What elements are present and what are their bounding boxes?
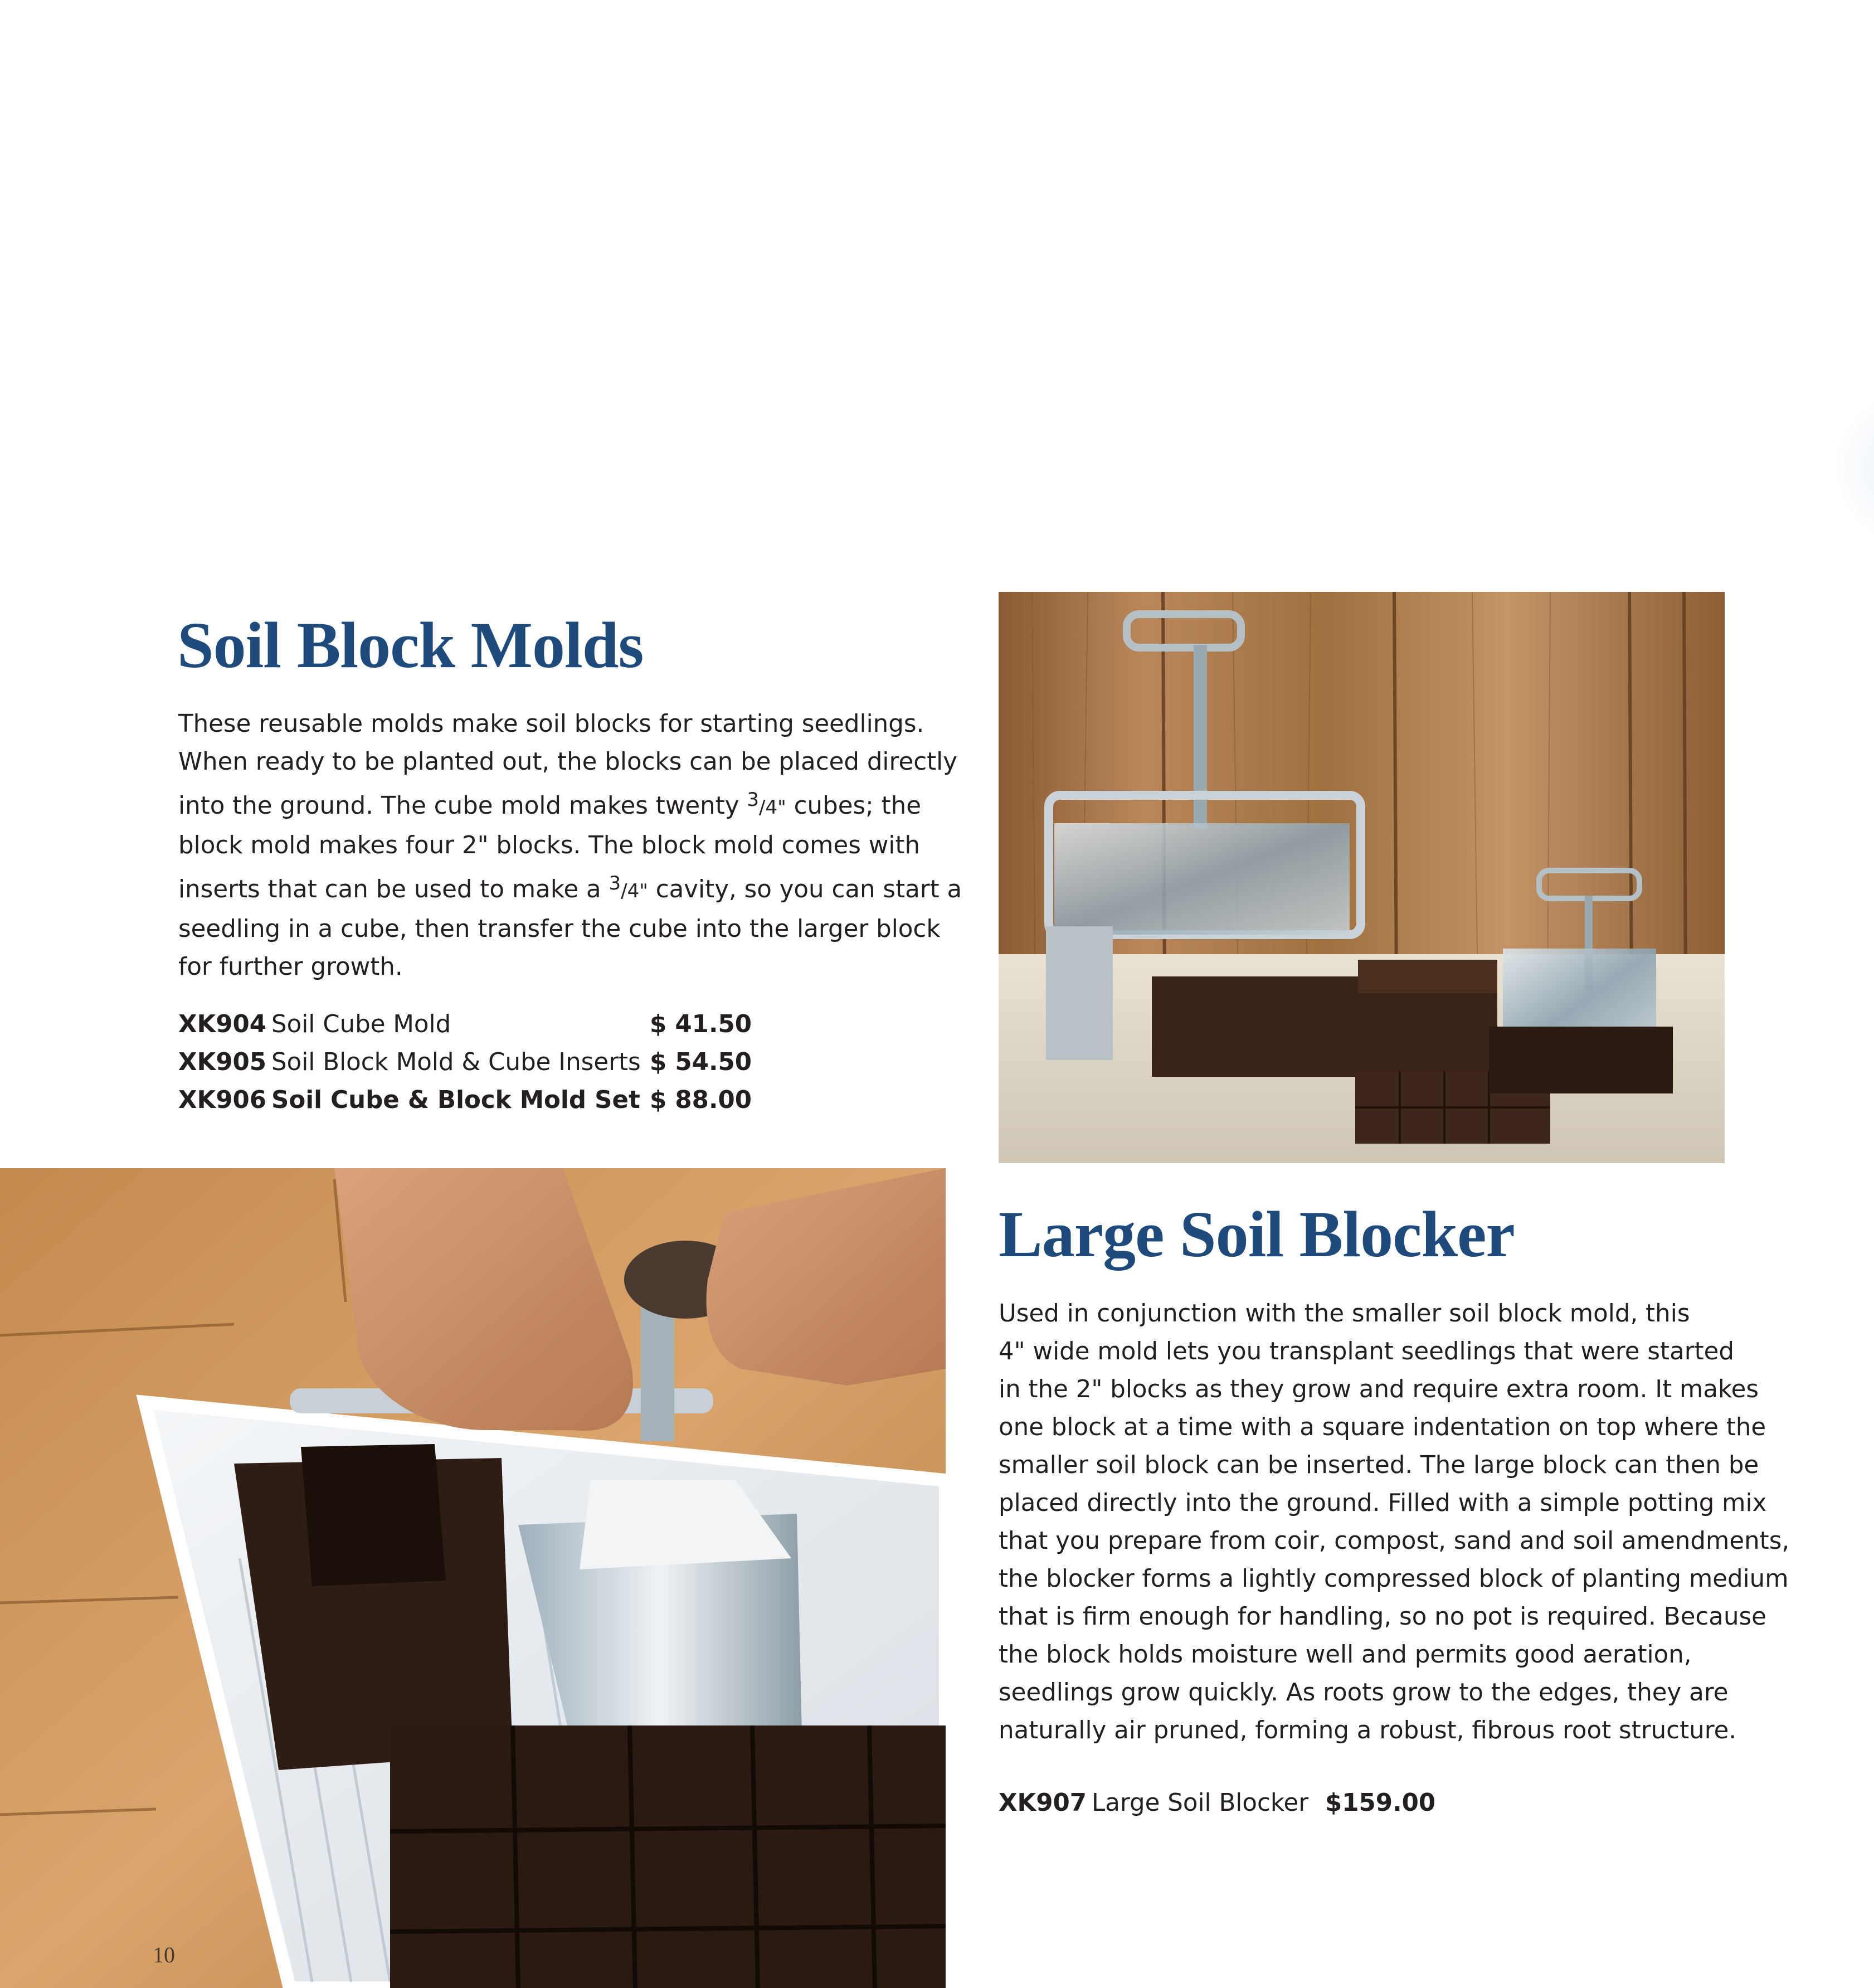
- description-line: These reusable molds make soil blocks for starting seedlings.: [178, 710, 924, 738]
- product-row: [178, 1005, 791, 1043]
- product-code: XK905: [178, 1048, 267, 1076]
- description-line: placed directly into the ground. Filled with a simple potting mix: [999, 1489, 1767, 1517]
- large-soil-blocker-photo: [0, 1168, 946, 1988]
- product-code: XK907: [999, 1789, 1087, 1817]
- description-line: one block at a time with a square indentation on top where the: [999, 1413, 1766, 1441]
- description-line: the blocker forms a lightly compressed block of planting medium: [999, 1565, 1789, 1593]
- product-code: XK904: [178, 1010, 267, 1038]
- large-soil-blocker-illustration: [0, 1168, 946, 1988]
- product-price: $ 54.50: [650, 1048, 752, 1076]
- large-soil-blocker-description: [999, 1295, 1789, 1749]
- description-line: in the 2" blocks as they grow and require extra room. It makes: [999, 1375, 1759, 1403]
- description-line: naturally air pruned, forming a robust, fibrous root structure.: [999, 1717, 1737, 1744]
- soil-block-molds-price-list: [178, 1005, 791, 1119]
- description-line: 4" wide mold lets you transplant seedlings that were started: [999, 1338, 1735, 1365]
- product-price: $159.00: [1325, 1789, 1436, 1817]
- description-line: inserts that can be used to make a $^3$/4" cavity, so you can start a: [178, 872, 962, 903]
- description-line: into the ground. The cube mold makes twenty $^3$/4" cubes; the: [178, 789, 921, 820]
- product-row: [178, 1043, 791, 1081]
- product-price: $ 88.00: [650, 1086, 752, 1114]
- description-line: seedlings grow quickly. As roots grow to the edges, they are: [999, 1679, 1729, 1707]
- product-name: Soil Cube Mold: [271, 1010, 451, 1038]
- large-soil-blocker-title: Large Soil Blocker: [999, 1198, 1515, 1271]
- description-line: that is firm enough for handling, so no pot is required. Because: [999, 1603, 1766, 1631]
- soil-block-molds-illustration: [999, 592, 1725, 1163]
- large-soil-blocker-price: [999, 1784, 1500, 1822]
- product-code: XK906: [178, 1086, 267, 1114]
- description-line: When ready to be planted out, the blocks can be placed directly: [178, 748, 958, 776]
- fraction: $^3$/4": [747, 789, 786, 819]
- description-line: that you prepare from coir, compost, sand and soil amendments,: [999, 1527, 1790, 1555]
- soil-block-molds-photo: [999, 592, 1725, 1163]
- fraction: $^3$/4": [609, 872, 648, 902]
- description-line: block mold makes four 2" blocks. The block mold comes with: [178, 832, 921, 859]
- product-row: [999, 1784, 1500, 1822]
- description-line: for further growth.: [178, 953, 403, 981]
- soil-block-molds-description: [178, 705, 962, 986]
- product-name: Large Soil Blocker: [1092, 1789, 1309, 1817]
- product-price: $ 41.50: [650, 1010, 752, 1038]
- page-edge-shadow: [1833, 390, 1874, 546]
- description-line: smaller soil block can be inserted. The large block can then be: [999, 1451, 1759, 1479]
- soil-block-molds-title: Soil Block Molds: [177, 609, 644, 682]
- product-name: Soil Block Mold & Cube Inserts: [271, 1048, 641, 1076]
- product-row: [178, 1081, 791, 1119]
- product-name: Soil Cube & Block Mold Set: [271, 1086, 640, 1114]
- description-line: seedling in a cube, then transfer the cube into the larger block: [178, 915, 941, 943]
- description-line: Used in conjunction with the smaller soil block mold, this: [999, 1300, 1690, 1328]
- description-line: the block holds moisture well and permits good aeration,: [999, 1641, 1692, 1669]
- page-number: 10: [153, 1942, 175, 1967]
